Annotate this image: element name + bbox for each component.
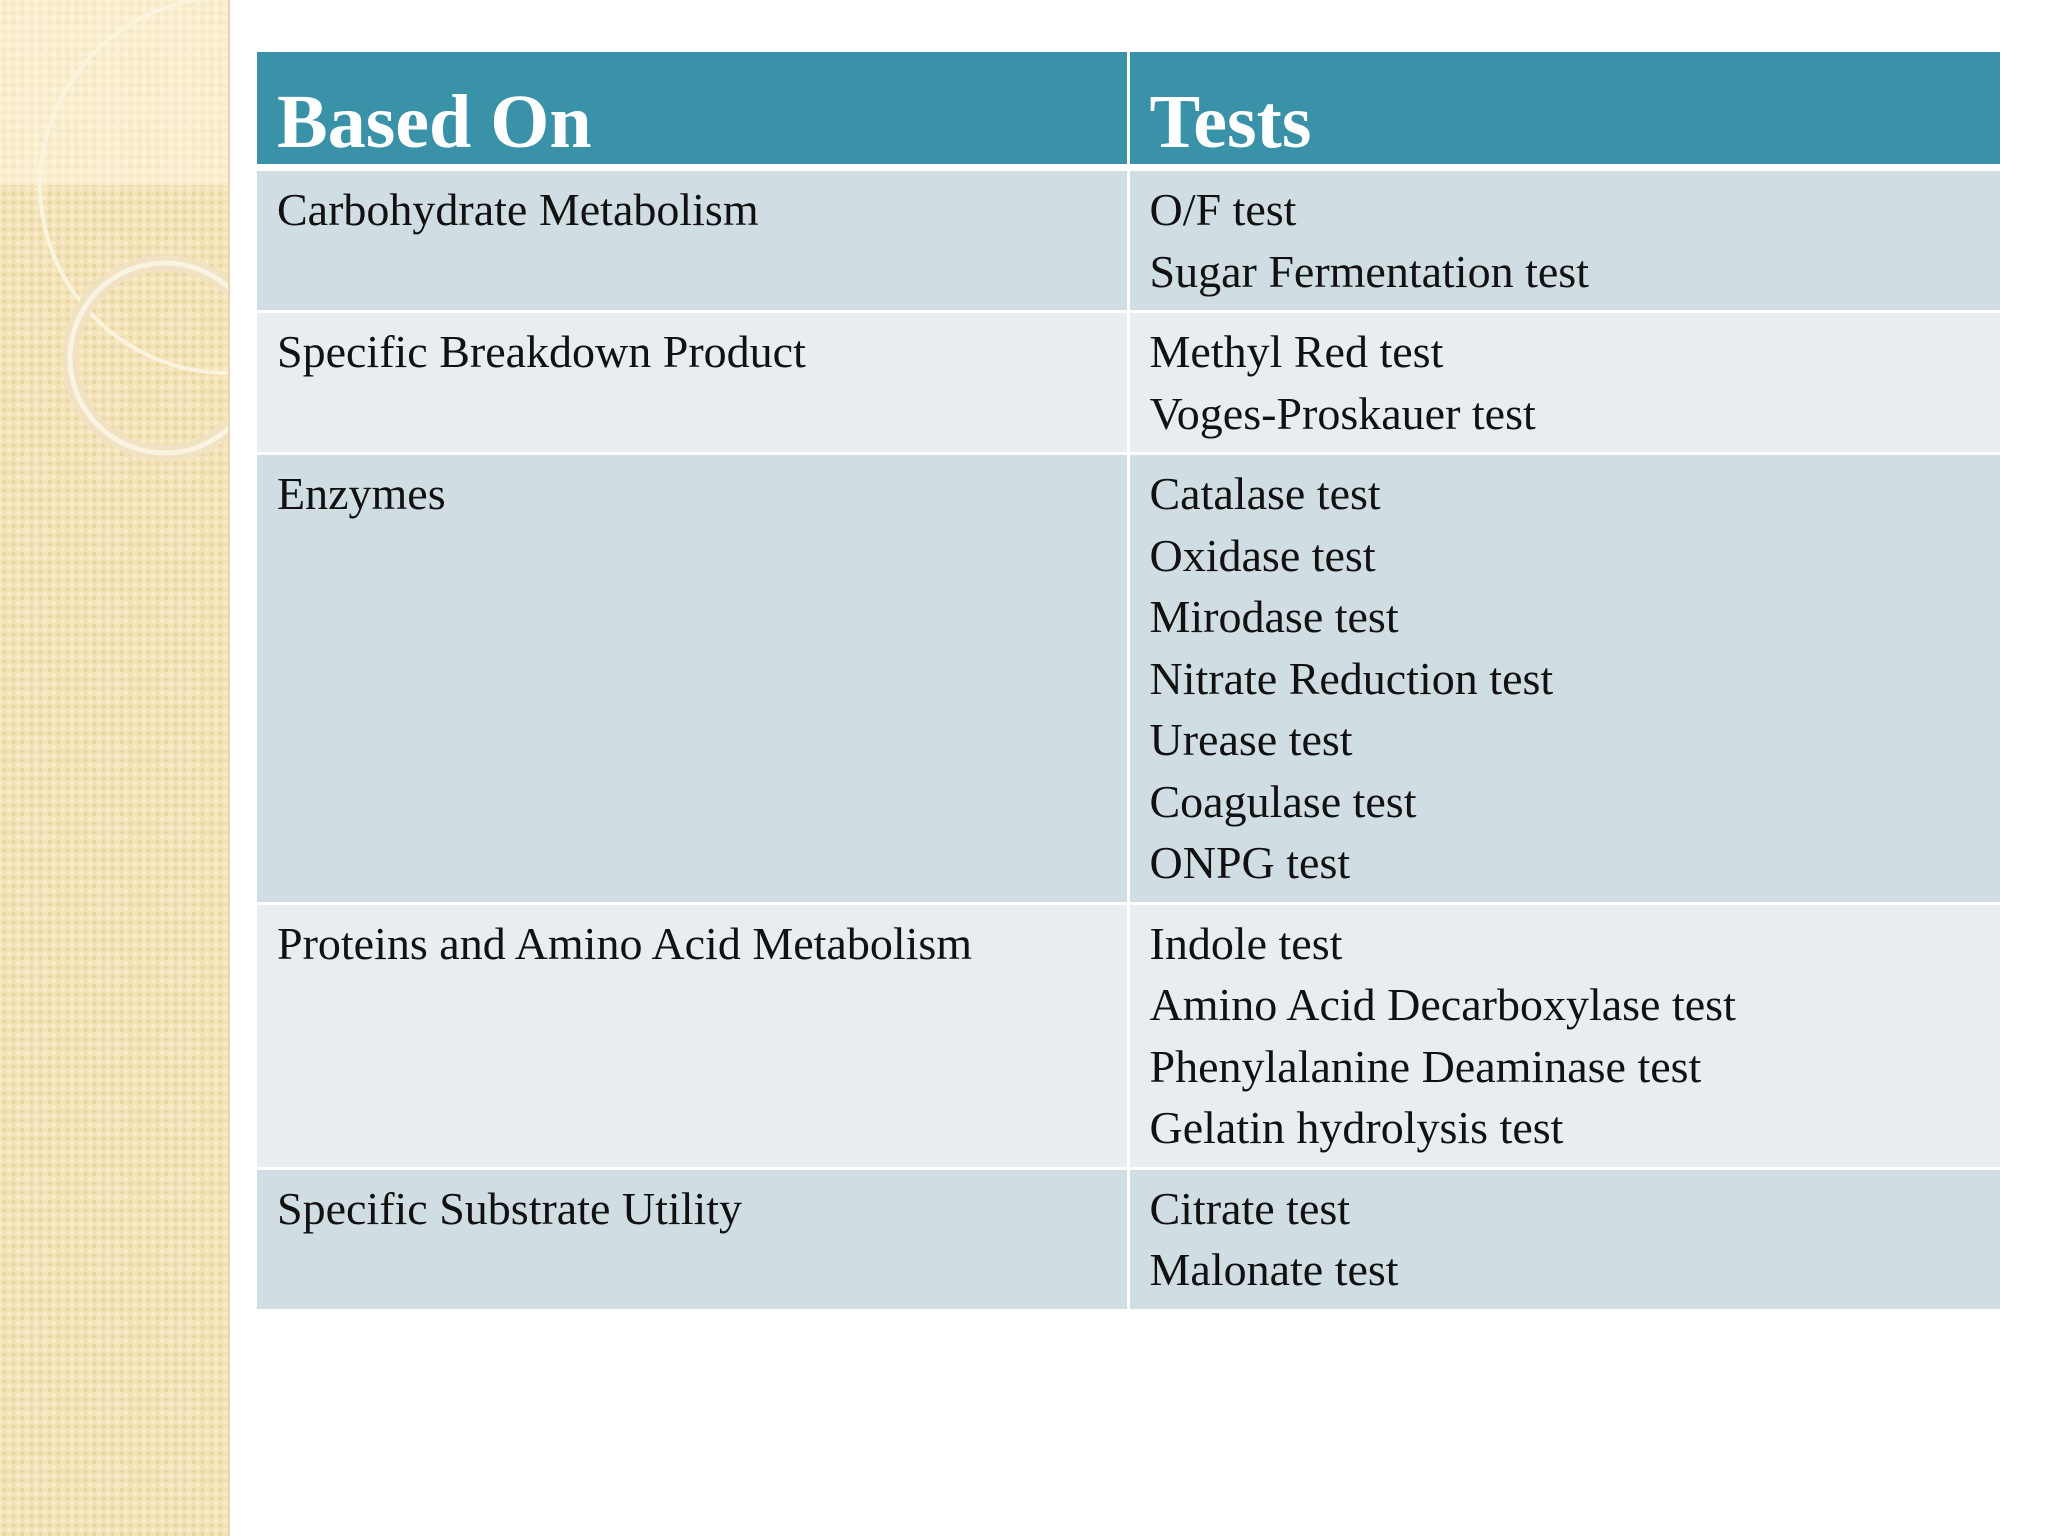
table-row [257,903,2000,1168]
test-item: Catalase test [1149,468,1381,519]
test-item: Indole test [1149,917,1343,969]
decorative-rings [0,0,228,520]
table-row [257,312,2000,454]
test-item: Oxidase test [1149,529,1376,581]
test-item: Sugar Fermentation test [1149,245,1589,297]
basis-cell: Proteins and Amino Acid Metabolism [257,903,1128,1168]
test-item: Voges-Proskauer test [1149,387,1536,439]
table-header-row [257,52,2000,168]
table-row [257,168,2000,312]
basis-cell: Specific Breakdown Product [257,312,1128,454]
test-item: Gelatin hydrolysis test [1149,1102,1564,1153]
decorative-side-band [0,0,230,1536]
test-item: Urease test [1149,714,1353,765]
test-item: Mirodase test [1149,591,1399,642]
large-ring [40,0,228,373]
test-item: Coagulase test [1149,775,1417,827]
header-based-on: Based On [257,52,1128,168]
test-item: ONPG test [1149,837,1351,888]
basis-cell: Enzymes [257,454,1128,904]
test-item: Nitrate Reduction test [1149,652,1554,704]
diagnostic-tests-table [257,52,2000,1312]
tests-cell [1128,1168,2000,1310]
test-item: Citrate test [1149,1182,1351,1234]
test-item: Malonate test [1149,1244,1399,1295]
tests-cell [1128,168,2000,312]
test-item: O/F test [1149,184,1297,235]
test-item: Methyl Red test [1149,326,1444,377]
test-item: Amino Acid Decarboxylase test [1149,979,1736,1030]
basis-cell: Carbohydrate Metabolism [257,168,1128,312]
tests-cell [1128,454,2000,904]
tests-cell [1128,312,2000,454]
table-row [257,1168,2000,1310]
table-row [257,454,2000,904]
tests-cell [1128,903,2000,1168]
header-tests: Tests [1128,52,2000,168]
small-ring-highlight [70,263,228,453]
test-item: Phenylalanine Deaminase test [1149,1040,1702,1092]
basis-cell: Specific Substrate Utility [257,1168,1128,1310]
